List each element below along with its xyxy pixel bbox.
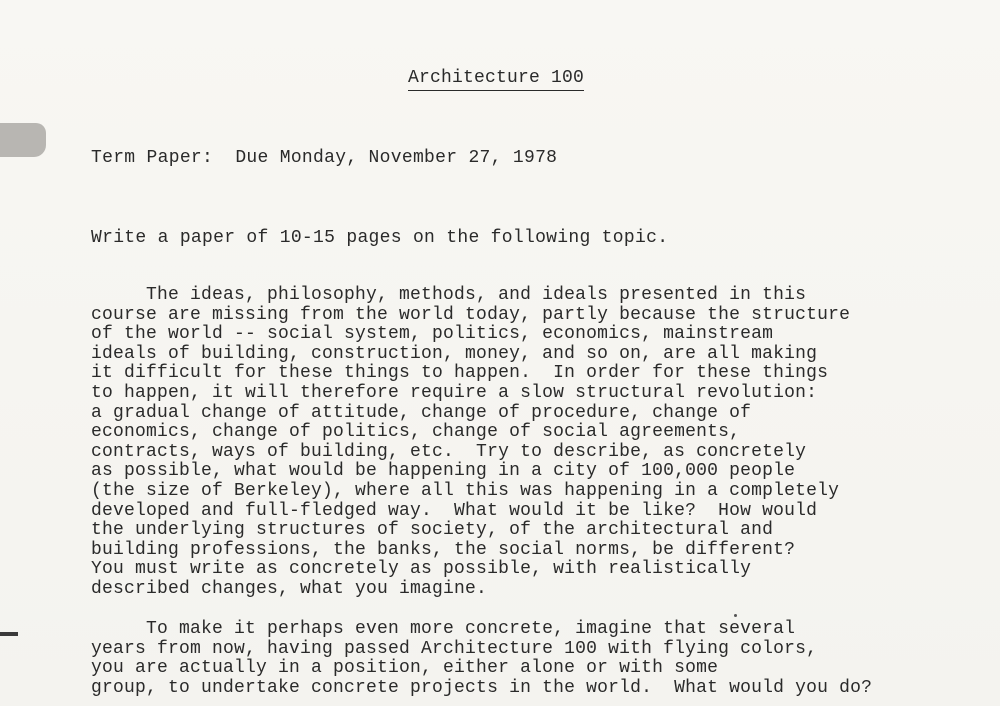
paragraph-line: years from now, having passed Architecture 100 with flying colors, <box>91 638 818 659</box>
paragraph-line: course are missing from the world today, partly because the structure <box>91 304 851 325</box>
paragraph-line: a gradual change of attitude, change of procedure, change of <box>91 402 752 423</box>
paragraph-line: ideals of building, construction, money, and so on, are all making <box>91 343 818 364</box>
paragraph-line: group, to undertake concrete projects in the world. What would you do? <box>91 677 873 698</box>
ink-speck <box>734 614 737 617</box>
paragraph-line: developed and full-fledged way. What would it be like? How would <box>91 500 818 521</box>
paper-tab-mark <box>0 123 46 157</box>
paragraph-line: contracts, ways of building, etc. Try to describe, as concretely <box>91 441 807 462</box>
due-date-line: Term Paper: Due Monday, November 27, 1978 <box>91 148 558 168</box>
paragraph-line: The ideas, philosophy, methods, and ideals presented in this <box>91 285 807 305</box>
paragraph-line: building professions, the banks, the social norms, be different? <box>91 539 796 560</box>
assignment-instruction: Write a paper of 10-15 pages on the following topic. <box>91 228 669 248</box>
topic-paragraph-2 <box>91 620 872 698</box>
paragraph-line: To make it perhaps even more concrete, imagine that several <box>91 619 796 639</box>
paragraph-line: as possible, what would be happening in a city of 100,000 people <box>91 461 796 482</box>
document-title: Architecture 100 <box>408 66 584 91</box>
paragraph-line: of the world -- social system, politics, economics, mainstream <box>91 324 774 345</box>
paragraph-line: you are actually in a position, either alone or with some <box>91 658 719 679</box>
paragraph-line: (the size of Berkeley), where all this was happening in a completely <box>91 480 840 501</box>
paragraph-line: economics, change of politics, change of social agreements, <box>91 422 741 443</box>
topic-paragraph-1 <box>91 286 850 600</box>
paragraph-line: described changes, what you imagine. <box>91 578 488 599</box>
margin-tick-mark <box>0 632 18 636</box>
paragraph-line: You must write as concretely as possible, with realistically <box>91 559 752 580</box>
paragraph-line: the underlying structures of society, of the architectural and <box>91 520 774 541</box>
paragraph-line: it difficult for these things to happen. In order for these things <box>91 363 829 384</box>
paragraph-line: to happen, it will therefore require a slow structural revolution: <box>91 382 818 403</box>
